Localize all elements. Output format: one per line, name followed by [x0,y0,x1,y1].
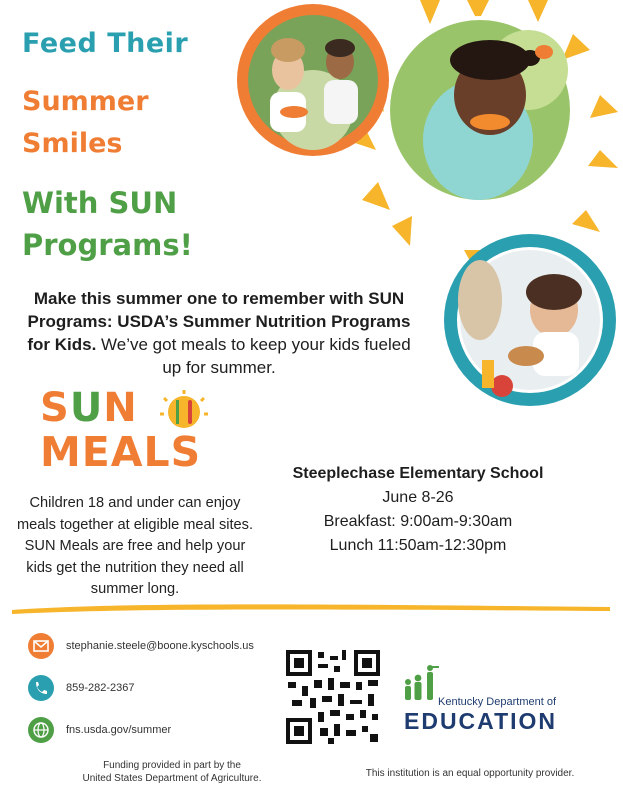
web-text[interactable]: fns.usda.gov/summer [66,724,172,736]
sun-meals-logo [32,385,222,478]
logo-letter-n: N [103,385,138,431]
phone-icon [28,675,54,701]
children-paragraph: Children 18 and under can enjoy meals together at eligible meal sites. SUN Meals are free and help your kids get the nutrition they need all summer long. [16,495,254,597]
schedule-lunch: Lunch 11:50am-12:30pm [329,537,507,554]
equal-opportunity-note: This institution is an equal opportunity provider. [365,768,575,779]
knife-icon [188,400,192,424]
funding-line-2: United States Department of Agriculture. [82,773,262,784]
contact-email [28,632,254,660]
intro-bold: Make this summer one to remember with SUN Programs: USDA’s Summer Nutrition Programs for Kids. [27,289,411,354]
funding-line-1: Funding provided in part by the [103,760,241,771]
kde-subtitle: Kentucky Department of [438,696,557,708]
schedule-breakfast: Breakfast: 9:00am-9:30am [323,513,513,530]
contact-phone [28,674,135,702]
headline-line-2: Summer [22,86,149,117]
logo-letter-s: S [40,385,70,431]
headline-line-3: Smiles [22,128,123,159]
fork-icon [176,400,179,424]
schedule-block [270,462,566,558]
contact-web [28,716,171,744]
divider-brushstroke [10,598,613,618]
kde-figures-icon [402,660,442,706]
headline-line-1: Feed Their [22,28,189,59]
globe-icon [28,717,54,743]
logo-meals: MEALS [40,428,202,476]
schedule-dates: June 8-26 [382,489,454,506]
headline-line-4: With SUN [22,186,178,220]
email-icon [28,633,54,659]
school-name: Steeplechase Elementary School [292,465,544,482]
phone-text[interactable]: 859-282-2367 [66,682,135,694]
funding-note [48,759,296,785]
logo-letter-u: U [69,385,104,431]
intro-regular: We’ve got meals to keep your kids fueled up for summer. [96,335,411,377]
headline-line-5: Programs! [22,228,193,262]
kde-title: EDUCATION [404,708,558,734]
qr-code[interactable] [284,648,382,746]
email-text[interactable]: stephanie.steele@boone.kyschools.us [66,640,254,652]
intro-paragraph [20,287,418,379]
